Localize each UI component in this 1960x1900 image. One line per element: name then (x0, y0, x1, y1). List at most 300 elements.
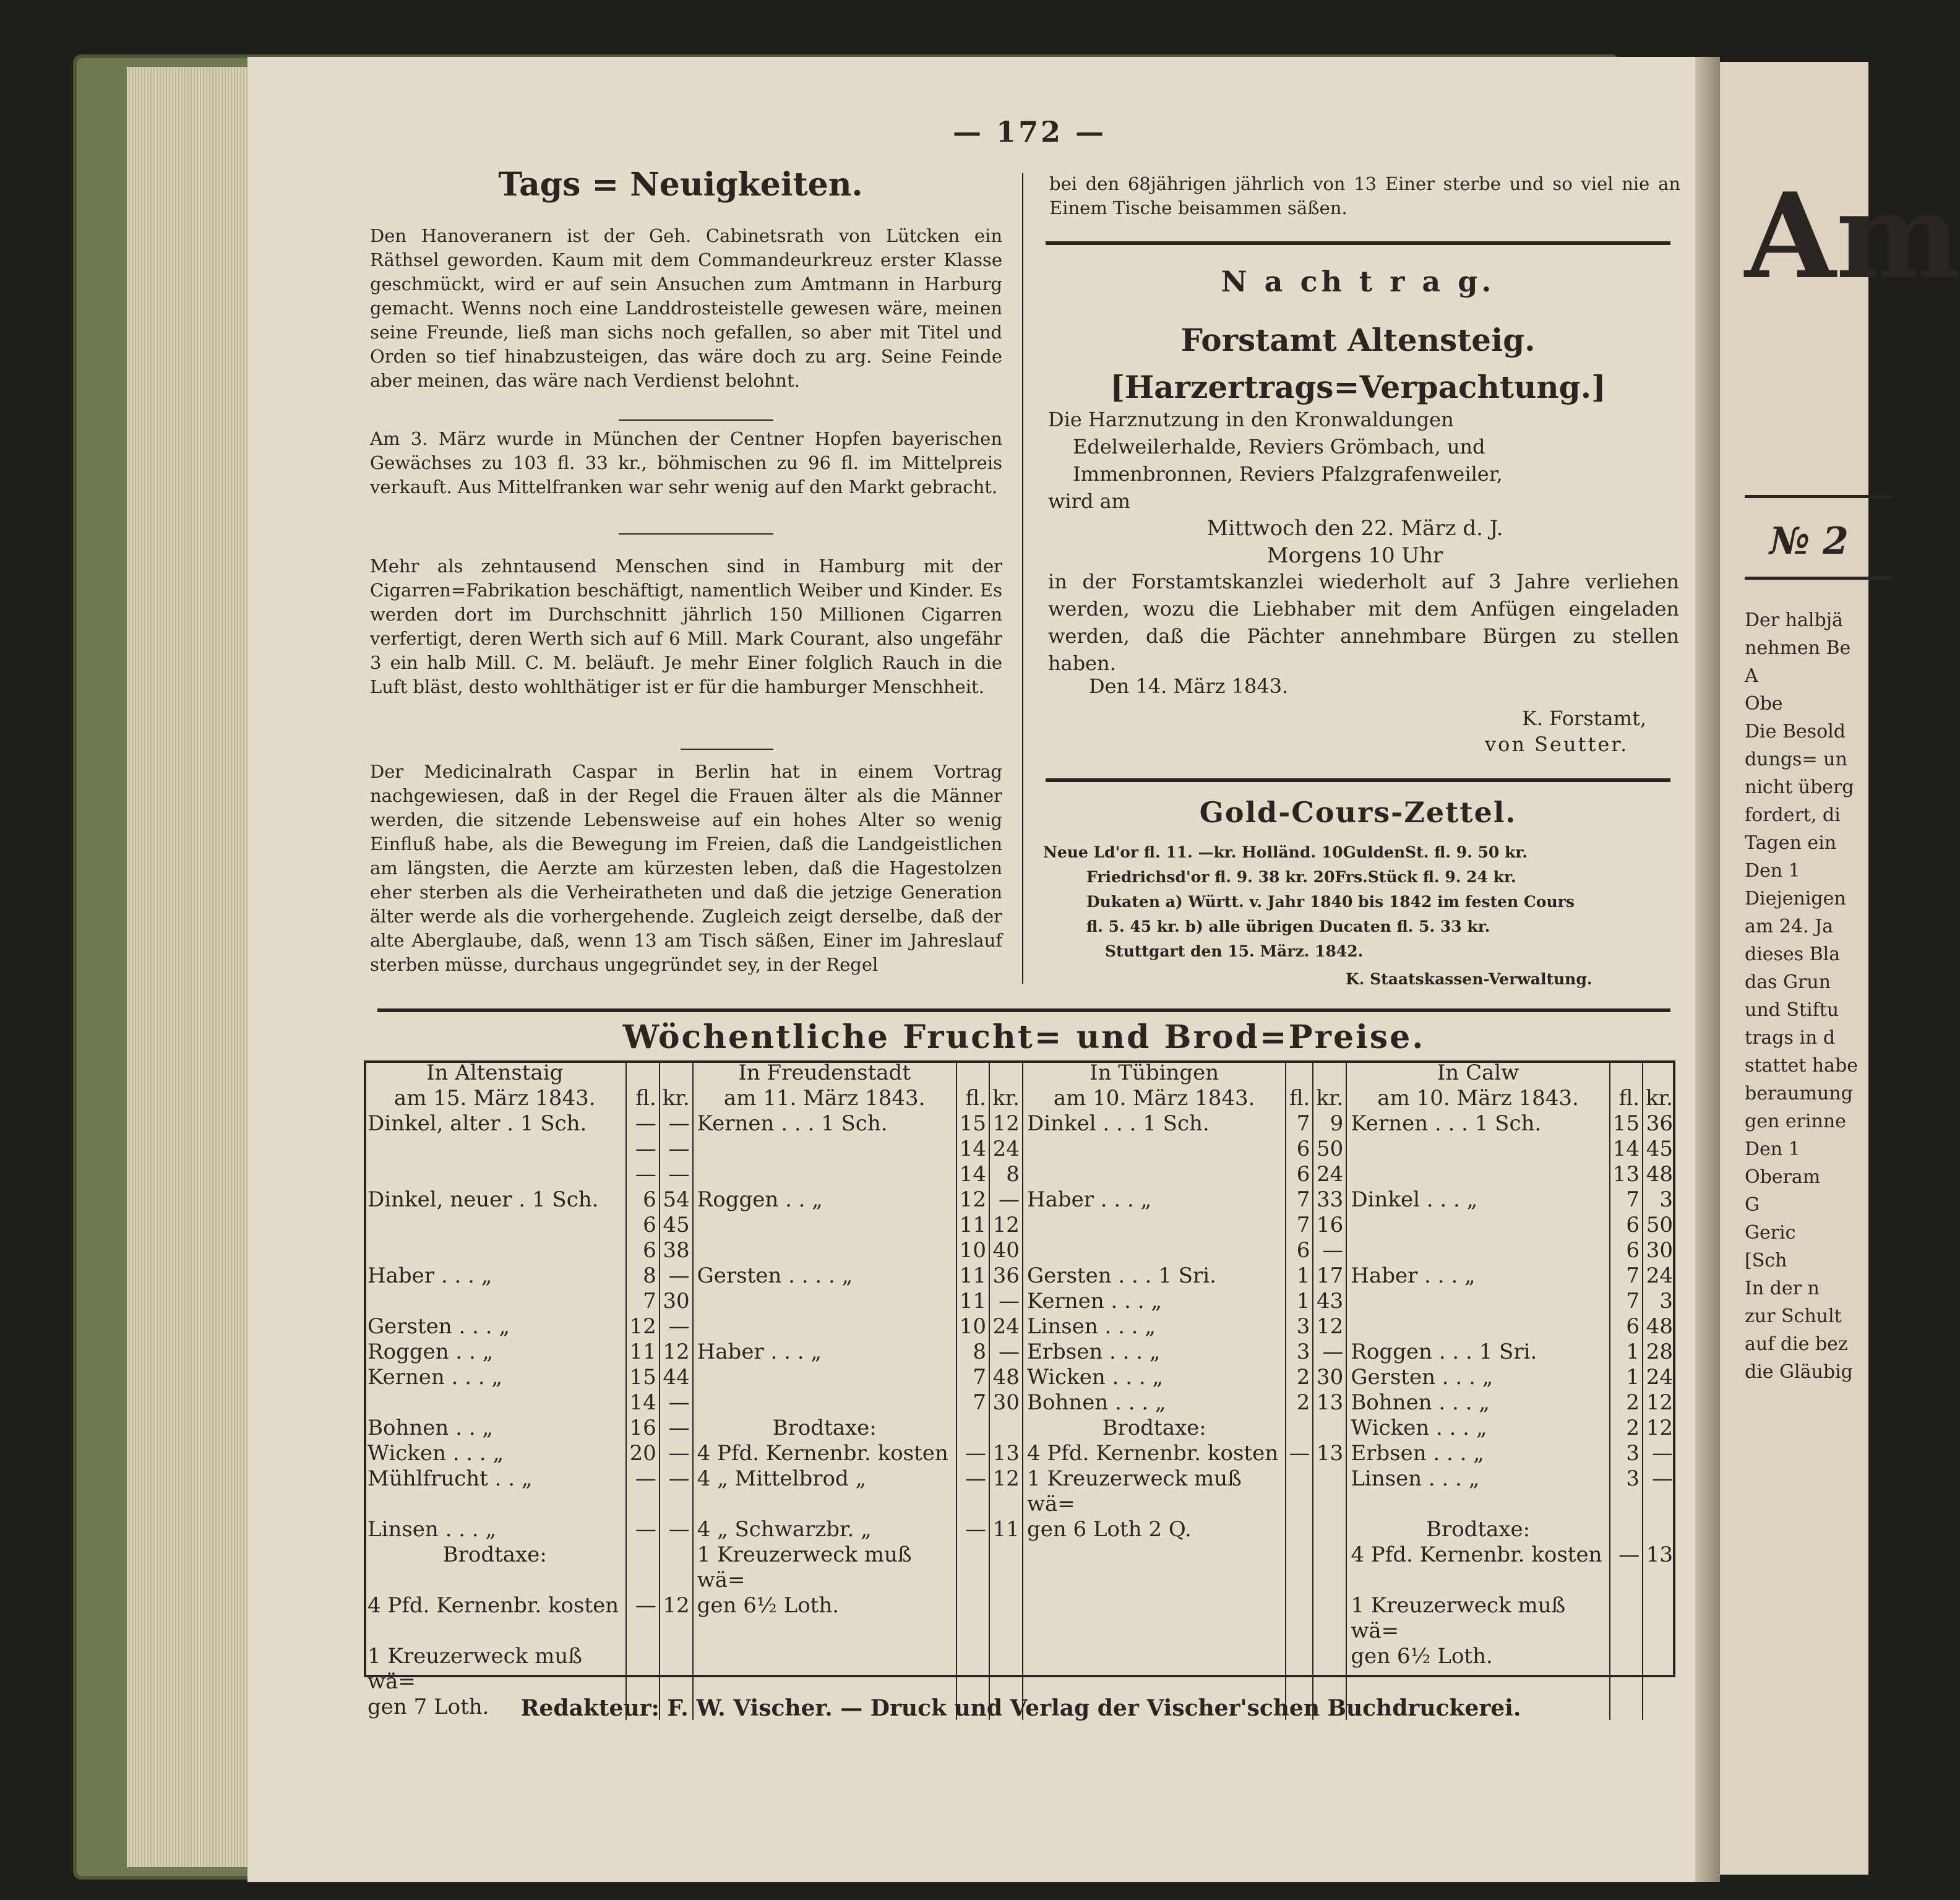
price-fl: 14 (626, 1390, 659, 1416)
item-label: Haber . . . „ (1346, 1263, 1609, 1289)
table-row (364, 1213, 1675, 1238)
item-label: Gersten . . . . „ (693, 1263, 956, 1289)
price-fl (956, 1593, 989, 1644)
signature-office: K. Forstamt, (1522, 707, 1646, 730)
price-fl: — (626, 1111, 659, 1137)
price-kr: 12 (660, 1339, 693, 1365)
next-page-line: In der n (1745, 1278, 1820, 1299)
item-label: Mühlfrucht . . „ (368, 1466, 533, 1491)
price-fl (1286, 1466, 1313, 1517)
table-row (364, 1365, 1675, 1390)
price-kr: — (660, 1314, 693, 1339)
item-label: 4 Pfd. Kernenbr. kosten (1346, 1542, 1609, 1593)
price-fl: — (956, 1517, 989, 1542)
price-kr: 48 (989, 1365, 1023, 1390)
column-divider (1022, 173, 1023, 984)
price-fl: 1 (1610, 1365, 1643, 1390)
table-header-row (364, 1086, 1675, 1111)
item-label (1023, 1593, 1286, 1644)
price-fl: 6 (1610, 1213, 1643, 1238)
price-fl: 7 (956, 1365, 989, 1390)
fl-header (626, 1060, 659, 1086)
next-page-text (1745, 606, 1858, 1386)
item-label: Brodtaxe: (693, 1416, 956, 1441)
item-label: gen 6 Loth 2 Q. (1023, 1517, 1286, 1542)
prices-table (364, 1060, 1675, 1720)
notice-body: in der Forstamtskanzlei wiederholt auf 3 Jahre verliehen werden, wozu die Liebhaber mit dem Anfügen eingeladen werden, daß die Pächter annehmbare Bürgen zu stellen haben. (1048, 570, 1679, 675)
next-page (1720, 62, 1960, 1875)
price-kr: — (660, 1162, 693, 1187)
notice-lines (1048, 406, 1679, 515)
price-kr: 48 (1643, 1314, 1675, 1339)
price-kr (1313, 1542, 1346, 1593)
item-label: 1 Kreuzerweck muß wä= (368, 1644, 582, 1694)
price-kr: — (1643, 1466, 1675, 1517)
price-kr (1313, 1416, 1346, 1441)
next-page-line: G (1745, 1194, 1760, 1216)
fl-header (1610, 1060, 1643, 1086)
item-label: Brodtaxe: (1023, 1416, 1286, 1441)
price-kr (989, 1644, 1023, 1695)
price-kr: 50 (1313, 1137, 1346, 1162)
item-label: Wicken . . . „ (1023, 1365, 1286, 1390)
price-kr: — (660, 1263, 693, 1289)
price-fl: 7 (1286, 1187, 1313, 1213)
price-fl: — (626, 1517, 659, 1542)
item-label: Kernen . . . 1 Sch. (693, 1111, 956, 1137)
price-fl: 7 (956, 1390, 989, 1416)
price-fl: 6 (1610, 1314, 1643, 1339)
price-fl: 7 (1286, 1111, 1313, 1137)
gold-signature: K. Staatskassen-Verwaltung. (1346, 970, 1592, 988)
item-label: Kernen . . . „ (368, 1365, 503, 1390)
price-fl: — (1286, 1441, 1313, 1466)
next-page-line: und Stiftu (1745, 999, 1839, 1021)
price-kr (989, 1416, 1023, 1441)
price-kr: — (660, 1441, 693, 1466)
table-row (364, 1416, 1675, 1441)
item-label (693, 1162, 956, 1187)
price-kr: — (1643, 1441, 1675, 1466)
item-label: Dinkel . . . „ (1346, 1187, 1609, 1213)
kr-header (1643, 1060, 1675, 1086)
item-label (1023, 1213, 1286, 1238)
next-page-line: trags in d (1745, 1027, 1836, 1049)
item-label: Erbsen . . . „ (1346, 1441, 1609, 1466)
price-kr: — (989, 1289, 1023, 1314)
item-label: Roggen . . „ (368, 1339, 494, 1364)
signature-name: von Seutter. (1485, 733, 1629, 756)
next-page-number: № 2 (1769, 520, 1849, 563)
notice-line: Immenbronnen, Reviers Pfalzgrafenweiler, (1073, 462, 1503, 486)
price-fl (1610, 1517, 1643, 1542)
price-fl: 12 (626, 1314, 659, 1339)
price-fl: 15 (626, 1365, 659, 1390)
price-kr: 11 (989, 1517, 1023, 1542)
table-row (364, 1390, 1675, 1416)
next-page-line: nicht überg (1745, 776, 1854, 798)
town-header: In Tübingen (1023, 1060, 1286, 1086)
item-label: Dinkel, alter . 1 Sch. (368, 1111, 587, 1136)
price-kr (660, 1644, 693, 1695)
price-kr: 45 (660, 1213, 693, 1238)
gutter-shadow (1695, 57, 1720, 1882)
next-page-line: zur Schult (1745, 1305, 1842, 1327)
next-page-line: Den 1 (1745, 860, 1800, 882)
item-label: Linsen . . . „ (368, 1517, 497, 1542)
item-label (693, 1365, 956, 1390)
next-page-line: Tagen ein (1745, 832, 1837, 854)
price-fl: 16 (626, 1416, 659, 1441)
next-page-line: auf die bez (1745, 1333, 1848, 1355)
price-fl: 20 (626, 1441, 659, 1466)
price-fl (1286, 1593, 1313, 1644)
notice-line: wird am (1048, 489, 1130, 513)
price-kr (1643, 1644, 1675, 1695)
item-label: Dinkel, neuer . 1 Sch. (368, 1187, 599, 1212)
price-fl: 6 (1610, 1238, 1643, 1263)
town-header: In Freudenstadt (693, 1060, 956, 1086)
price-kr (989, 1593, 1023, 1644)
auction-time: Morgens 10 Uhr (1266, 543, 1443, 568)
item-label (693, 1213, 956, 1238)
item-label: 4 Pfd. Kernenbr. kosten (1023, 1441, 1286, 1466)
price-fl: 6 (626, 1187, 659, 1213)
price-kr: — (660, 1111, 693, 1137)
price-fl: — (626, 1466, 659, 1517)
item-label (1346, 1314, 1609, 1339)
item-label (364, 1162, 626, 1187)
price-fl: 2 (1286, 1365, 1313, 1390)
price-fl: 8 (956, 1339, 989, 1365)
item-label: Roggen . . . 1 Sri. (1346, 1339, 1609, 1365)
thick-rule (377, 1008, 1670, 1012)
price-fl (1286, 1416, 1313, 1441)
item-label (693, 1314, 956, 1339)
item-label (1346, 1213, 1609, 1238)
price-fl: 11 (626, 1339, 659, 1365)
item-label: Gersten . . . „ (1346, 1365, 1609, 1390)
item-label: Brodtaxe: (1346, 1517, 1609, 1542)
price-kr: — (989, 1187, 1023, 1213)
price-kr (660, 1542, 693, 1593)
thick-rule (1046, 241, 1670, 245)
table-row (364, 1162, 1675, 1187)
item-label (1346, 1289, 1609, 1314)
price-fl: 8 (626, 1263, 659, 1289)
price-kr: 8 (989, 1162, 1023, 1187)
item-label (693, 1238, 956, 1263)
news-item-4: Der Medicinalrath Caspar in Berlin hat in einem Vortrag nachgewiesen, daß in der Regel die Frauen älter als die Männer werden, die sitzende Lebensweise auf ein hohes Alter so wenig Einfluß habe, als die Bewegung im Freien, daß die Landgeistlichen am längsten, die Aerzte am kürzesten leben, daß die Hagestolzen eher sterben als die Verheiratheten und daß die jetzige Generation älter werde als die vorhergehende. Zugleich zeigt derselbe, daß der alte Aberglaube, daß, wenn 13 am Tisch säßen, Einer im Jahreslauf sterben müsse, durchaus ungegründet sey, in der Regel (370, 761, 1002, 975)
price-kr: 50 (1643, 1213, 1675, 1238)
table-row (364, 1187, 1675, 1213)
gold-line: Neue Ld'or fl. 11. —kr. Holländ. 10GuldenSt. fl. 9. 50 kr. (1043, 843, 1528, 861)
fl-header: fl. (1610, 1086, 1643, 1111)
gold-line: Stuttgart den 15. März. 1842. (1105, 942, 1364, 960)
table-row (364, 1466, 1675, 1517)
item-label (693, 1289, 956, 1314)
town-header: In Altenstaig (426, 1060, 564, 1085)
table-row (364, 1137, 1675, 1162)
price-fl: 15 (956, 1111, 989, 1137)
price-fl: 2 (1286, 1390, 1313, 1416)
item-label: 1 Kreuzerweck muß wä= (1023, 1466, 1286, 1517)
item-label: Erbsen . . . „ (1023, 1339, 1286, 1365)
item-label: Kernen . . . „ (1023, 1289, 1286, 1314)
next-page-line: die Gläubig (1745, 1361, 1853, 1383)
price-kr: — (660, 1137, 693, 1162)
kr-header (989, 1060, 1023, 1086)
table-row (364, 1339, 1675, 1365)
item-divider (619, 533, 773, 535)
item-label (693, 1390, 956, 1416)
item-label: gen 6½ Loth. (1346, 1644, 1609, 1695)
price-fl (956, 1644, 989, 1695)
price-fl: 7 (1610, 1263, 1643, 1289)
fl-header (1286, 1060, 1313, 1086)
price-fl: 6 (1286, 1162, 1313, 1187)
price-kr: 30 (989, 1390, 1023, 1416)
item-label (1023, 1644, 1286, 1695)
fl-header: fl. (956, 1086, 989, 1111)
price-kr: 33 (1313, 1187, 1346, 1213)
item-label: 4 „ Schwarzbr. „ (693, 1517, 956, 1542)
thick-rule (1745, 495, 1893, 498)
item-label: Dinkel . . . 1 Sch. (1023, 1111, 1286, 1137)
price-fl: 2 (1610, 1416, 1643, 1441)
item-label: Wicken . . . „ (368, 1441, 504, 1466)
price-kr: 12 (989, 1466, 1023, 1517)
price-fl: 3 (1286, 1339, 1313, 1365)
item-label (364, 1238, 626, 1263)
price-fl: 11 (956, 1213, 989, 1238)
next-page-line: am 24. Ja (1745, 916, 1834, 937)
price-kr: 28 (1643, 1339, 1675, 1365)
item-label (1023, 1542, 1286, 1593)
item-label (1023, 1162, 1286, 1187)
price-fl (626, 1644, 659, 1695)
item-label (364, 1137, 626, 1162)
table-header-row (364, 1060, 1675, 1086)
price-fl: 11 (956, 1289, 989, 1314)
price-kr: 13 (1643, 1542, 1675, 1593)
price-kr: 12 (989, 1213, 1023, 1238)
next-page-line: Oberam (1745, 1166, 1821, 1188)
price-fl: 1 (1286, 1263, 1313, 1289)
price-fl: — (956, 1441, 989, 1466)
price-kr: 12 (660, 1593, 693, 1644)
price-kr: 24 (1313, 1162, 1346, 1187)
next-page-line: dieses Bla (1745, 944, 1841, 965)
item-label (364, 1390, 626, 1416)
item-label: Haber . . . „ (1023, 1187, 1286, 1213)
item-label (1023, 1137, 1286, 1162)
price-kr: 24 (989, 1137, 1023, 1162)
item-label: Haber . . . „ (693, 1339, 956, 1365)
table-row (364, 1289, 1675, 1314)
price-fl: 1 (1610, 1339, 1643, 1365)
price-kr: 3 (1643, 1187, 1675, 1213)
price-kr (1313, 1593, 1346, 1644)
thick-rule (1046, 778, 1670, 782)
price-kr: 36 (1643, 1111, 1675, 1137)
price-fl: 10 (956, 1238, 989, 1263)
next-page-line: Obe (1745, 693, 1783, 715)
imprint-footer: Redakteur: F. W. Vischer. — Druck und Verlag der Vischer'schen Buchdruckerei. (520, 1695, 1521, 1721)
next-page-line: fordert, di (1745, 804, 1841, 826)
gold-line: fl. 5. 45 kr. b) alle übrigen Ducaten fl. 5. 33 kr. (1086, 918, 1490, 935)
price-kr: 30 (1313, 1365, 1346, 1390)
item-label: Bohnen . . . „ (1023, 1390, 1286, 1416)
item-label: Gersten . . . 1 Sri. (1023, 1263, 1286, 1289)
item-label: 4 Pfd. Kernenbr. kosten (693, 1441, 956, 1466)
price-fl (626, 1542, 659, 1593)
next-page-line: [Sch (1745, 1250, 1787, 1271)
item-label: Bohnen . . . „ (1346, 1390, 1609, 1416)
next-page-line: Der halbjä (1745, 609, 1843, 631)
price-fl (956, 1542, 989, 1593)
price-fl: 7 (1286, 1213, 1313, 1238)
town-header: am 11. März 1843. (693, 1086, 956, 1111)
price-kr: 13 (1313, 1441, 1346, 1466)
table-row (364, 1263, 1675, 1289)
gold-line: Friedrichsd'or fl. 9. 38 kr. 20Frs.Stück fl. 9. 24 kr. (1086, 868, 1516, 886)
auction-date: Mittwoch den 22. März d. J. (1206, 516, 1503, 541)
next-page-line: Geric (1745, 1222, 1796, 1244)
price-kr: 24 (1643, 1263, 1675, 1289)
item-label (1023, 1238, 1286, 1263)
gold-heading: Gold-Cours-Zettel. (1199, 796, 1517, 829)
nachtrag-heading: N a ch t r a g. (1221, 265, 1495, 298)
price-kr: 12 (1313, 1314, 1346, 1339)
table-row (364, 1542, 1675, 1593)
item-label: Wicken . . . „ (1346, 1416, 1609, 1441)
table-row (364, 1441, 1675, 1466)
item-label: Linsen . . . „ (1023, 1314, 1286, 1339)
price-fl: 3 (1610, 1466, 1643, 1517)
next-page-line: nehmen Be (1745, 637, 1851, 659)
price-fl (956, 1416, 989, 1441)
price-fl (1610, 1593, 1643, 1644)
price-fl: 6 (1286, 1238, 1313, 1263)
item-label: Kernen . . . 1 Sch. (1346, 1111, 1609, 1137)
kr-header (660, 1060, 693, 1086)
thick-rule (1745, 577, 1893, 580)
table-row (364, 1238, 1675, 1263)
price-fl (1286, 1517, 1313, 1542)
price-fl: 6 (626, 1213, 659, 1238)
price-kr: 12 (1643, 1390, 1675, 1416)
gold-line: Dukaten a) Württ. v. Jahr 1840 bis 1842 im festen Cours (1086, 893, 1575, 911)
town-header: am 15. März 1843. (393, 1086, 596, 1111)
next-page-line: Den 1 (1745, 1138, 1800, 1160)
office-heading: Forstamt Altensteig. (1180, 322, 1536, 358)
item-label: Bohnen . . „ (368, 1416, 493, 1440)
price-kr: 30 (1643, 1238, 1675, 1263)
town-header: In Calw (1346, 1060, 1609, 1086)
price-fl: 7 (626, 1289, 659, 1314)
price-fl: 7 (1610, 1187, 1643, 1213)
price-kr: 45 (1643, 1137, 1675, 1162)
price-fl: 3 (1286, 1314, 1313, 1339)
price-kr: 40 (989, 1238, 1023, 1263)
next-page-line: das Grun (1745, 971, 1831, 993)
item-label (693, 1137, 956, 1162)
price-kr: 13 (989, 1441, 1023, 1466)
price-fl: — (1610, 1542, 1643, 1593)
notice-dated: Den 14. März 1843. (1089, 674, 1289, 698)
table-row (364, 1593, 1675, 1644)
item-label: gen 6½ Loth. (693, 1593, 956, 1644)
item-divider (681, 749, 773, 750)
item-label (364, 1213, 626, 1238)
table-row (364, 1517, 1675, 1542)
continuation-text: bei den 68jährigen jährlich von 13 Einer sterbe und so viel nie an Einem Tische beisammen säßen. (1049, 173, 1680, 218)
kr-header: kr. (660, 1086, 693, 1111)
next-page-line: A (1745, 665, 1758, 687)
price-fl: 7 (1610, 1289, 1643, 1314)
table-row (364, 1111, 1675, 1137)
price-fl: 14 (956, 1162, 989, 1187)
price-fl: 12 (956, 1187, 989, 1213)
item-label: Roggen . . „ (693, 1187, 956, 1213)
kr-header: kr. (1643, 1086, 1675, 1111)
price-kr (1313, 1517, 1346, 1542)
price-fl: 14 (1610, 1137, 1643, 1162)
notice-line: Die Harznutzung in den Kronwaldungen (1048, 408, 1454, 431)
price-fl: 6 (1286, 1137, 1313, 1162)
item-label: 1 Kreuzerweck muß wä= (693, 1542, 956, 1593)
price-fl: — (626, 1162, 659, 1187)
next-page-line: stattet habe (1745, 1055, 1858, 1077)
price-kr: 44 (660, 1365, 693, 1390)
item-label: 1 Kreuzerweck muß wä= (1346, 1593, 1609, 1644)
price-kr: 13 (1313, 1390, 1346, 1416)
item-label (1346, 1137, 1609, 1162)
price-fl: 1 (1286, 1289, 1313, 1314)
item-label: Linsen . . . „ (1346, 1466, 1609, 1517)
item-label: 4 Pfd. Kernenbr. kosten (368, 1593, 619, 1618)
price-kr (1643, 1517, 1675, 1542)
price-fl: — (626, 1137, 659, 1162)
kr-header (1313, 1060, 1346, 1086)
price-kr (1643, 1593, 1675, 1644)
fl-header: fl. (1286, 1086, 1313, 1111)
next-page-line: Diejenigen (1745, 888, 1846, 909)
item-label: Haber . . . „ (368, 1263, 492, 1288)
fl-header (956, 1060, 989, 1086)
price-kr: 24 (1643, 1365, 1675, 1390)
price-kr: 17 (1313, 1263, 1346, 1289)
price-fl: 15 (1610, 1111, 1643, 1137)
price-kr: 16 (1313, 1213, 1346, 1238)
price-kr: 54 (660, 1187, 693, 1213)
news-item-1: Den Hanoveranern ist der Geh. Cabinetsrath von Lütcken ein Räthsel geworden. Kaum mit dem Commandeurkreuz erster Klasse geschmückt, wird er auf sein Ansuchen zum Amtmann in Harburg gemacht. Wenns noch eine Landdrosteistelle gewesen wäre, meinen seine Freunde, ließ man sichs noch gefallen, so aber mit Titel und Orden so tief hinabzusteigen, das wäre doch zu arg. Seine Feinde aber meinen, das wäre nach Verdienst belohnt. (370, 225, 1002, 391)
kr-header: kr. (1313, 1086, 1346, 1111)
next-page-line: beraumung (1745, 1083, 1853, 1104)
price-kr: 12 (989, 1111, 1023, 1137)
price-fl: — (626, 1593, 659, 1644)
item-label: Gersten . . . „ (368, 1314, 510, 1339)
price-kr (1313, 1644, 1346, 1695)
item-label (364, 1289, 626, 1314)
next-page-line: dungs= un (1745, 749, 1847, 770)
price-kr: 36 (989, 1263, 1023, 1289)
price-kr: — (1313, 1339, 1346, 1365)
price-kr: — (660, 1390, 693, 1416)
price-kr: 30 (660, 1289, 693, 1314)
next-page-line: gen erinne (1745, 1111, 1846, 1132)
